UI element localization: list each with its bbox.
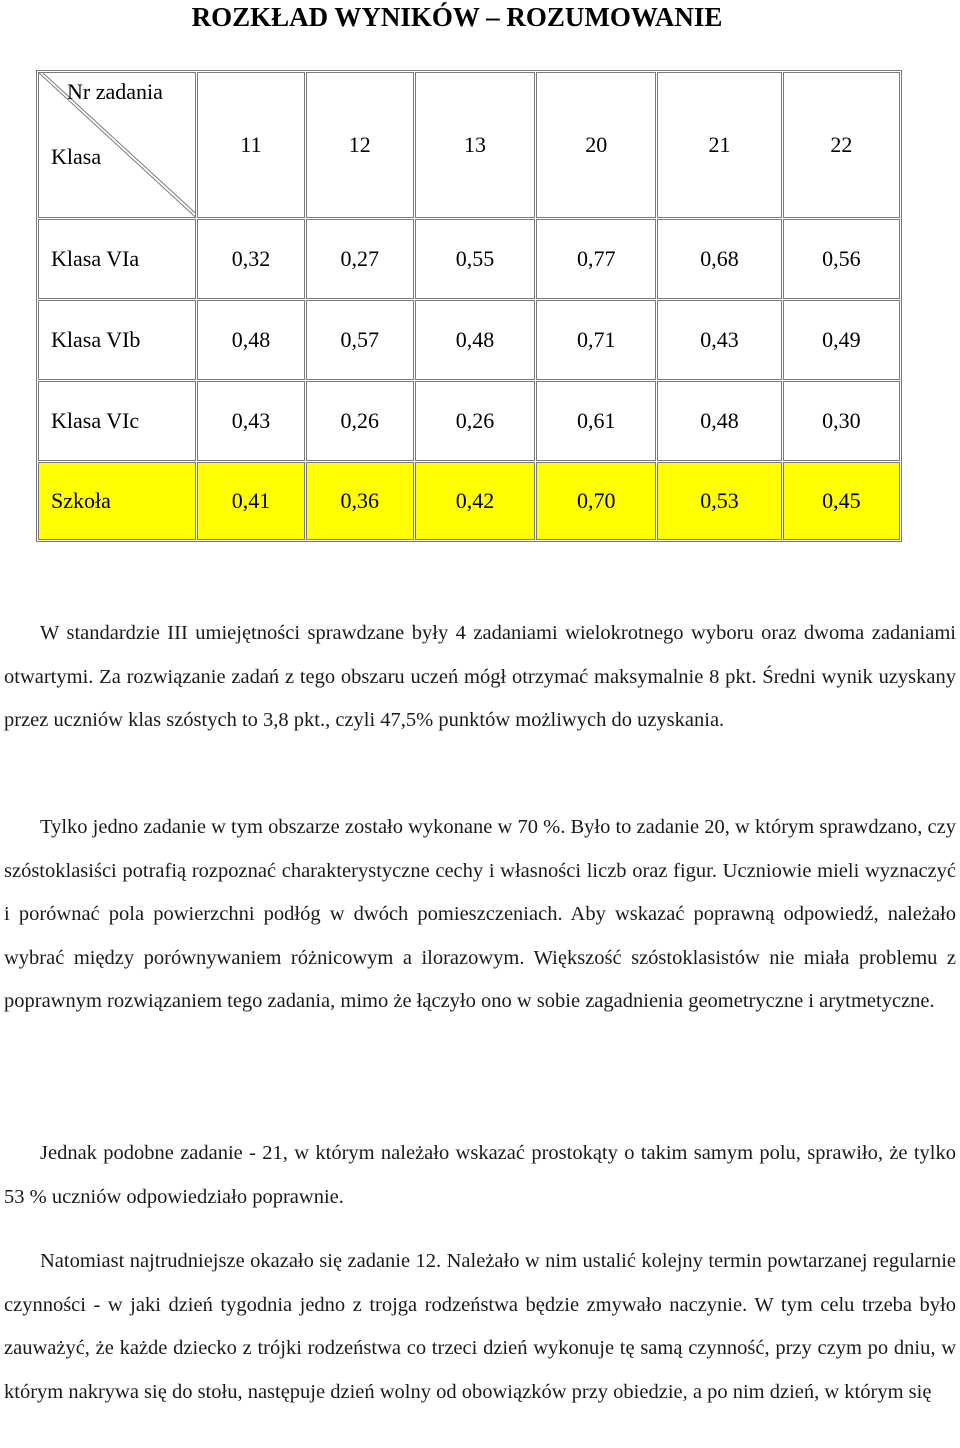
task-number-cell: 21	[657, 72, 781, 218]
table-row	[38, 219, 900, 299]
table-row	[38, 300, 900, 380]
value-cell: 0,71	[536, 300, 656, 380]
value-cell: 0,77	[536, 219, 656, 299]
header-task-label: Nr zadania	[67, 79, 163, 104]
value-cell: 0,32	[197, 219, 304, 299]
value-cell: 0,41	[197, 462, 304, 540]
value-cell: 0,30	[783, 381, 900, 461]
task-number-cell: 20	[536, 72, 656, 218]
task-number-cell: 13	[415, 72, 535, 218]
value-cell: 0,48	[657, 381, 781, 461]
row-label: Klasa VIb	[38, 300, 196, 380]
value-cell: 0,57	[306, 300, 414, 380]
page-title: ROZKŁAD WYNIKÓW – ROZUMOWANIE	[191, 2, 723, 32]
value-cell: 0,43	[657, 300, 781, 380]
value-cell: 0,36	[306, 462, 414, 540]
value-cell: 0,68	[657, 219, 781, 299]
task-number-cell: 22	[783, 72, 900, 218]
row-label: Szkoła	[38, 462, 196, 540]
value-cell: 0,26	[306, 381, 414, 461]
school-summary-row	[38, 462, 900, 540]
value-cell: 0,61	[536, 381, 656, 461]
row-label: Klasa VIc	[38, 381, 196, 461]
table-row	[38, 381, 900, 461]
value-cell: 0,55	[415, 219, 535, 299]
value-cell: 0,45	[783, 462, 900, 540]
paragraph: W standardzie III umiejętności sprawdzane były 4 zadaniami wielokrotnego wyboru oraz dwoma zadaniami otwartymi. Za rozwiązanie zadań z tego obszaru uczeń mógł otrzymać maksymalnie 8 pkt. Średni wynik uzyskany przez uczniów klas szóstych to 3,8 pkt., czyli 47,5% punktów możliwych do uzyskania.	[4, 622, 956, 731]
header-class-label: Klasa	[51, 144, 102, 169]
paragraph-block	[4, 1240, 956, 1414]
corner-header-cell	[38, 72, 196, 218]
value-cell: 0,70	[536, 462, 656, 540]
paragraph: Natomiast najtrudniejsze okazało się zadanie 12. Należało w nim ustalić kolejny termin powtarzanej regularnie czynności - w jaki dzień tygodnia jedno z trojga rodzeństwa będzie zmywało naczynie. W tym celu trzeba było zauważyć, że każde dziecko z trójki rodzeństwa co trzeci dzień wykonuje tę samą czynność, przy czym po dniu, w którym nakrywa się do stołu, następuje dzień wolny od obowiązków przy obiedzie, a po nim dzień, w którym się	[4, 1250, 956, 1403]
value-cell: 0,48	[197, 300, 304, 380]
value-cell: 0,42	[415, 462, 535, 540]
paragraph-block	[4, 806, 956, 1024]
value-cell: 0,53	[657, 462, 781, 540]
value-cell: 0,26	[415, 381, 535, 461]
paragraph-block	[4, 612, 956, 743]
paragraph: Jednak podobne zadanie - 21, w którym należało wskazać prostokąty o takim samym polu, sprawiło, że tylko 53 % uczniów odpowiedziało poprawnie.	[4, 1142, 956, 1208]
value-cell: 0,43	[197, 381, 304, 461]
results-table	[36, 70, 902, 542]
paragraph-block	[4, 1132, 956, 1219]
task-number-cell: 12	[306, 72, 414, 218]
paragraph: Tylko jedno zadanie w tym obszarze zostało wykonane w 70 %. Było to zadanie 20, w którym sprawdzano, czy szóstoklasiści potrafią rozpoznać charakterystyczne cechy i własności liczb oraz figur. Uczniowie mieli wyznaczyć i porównać pola powierzchni podłóg w dwóch pomieszczeniach. Aby wskazać poprawną odpowiedź, należało wybrać między porównywaniem różnicowym a ilorazowym. Większość szóstoklasistów nie miała problemu z poprawnym rozwiązaniem tego zadania, mimo że łączyło ono w sobie zagadnienia geometryczne i arytmetyczne.	[4, 816, 956, 1012]
value-cell: 0,49	[783, 300, 900, 380]
value-cell: 0,48	[415, 300, 535, 380]
value-cell: 0,56	[783, 219, 900, 299]
value-cell: 0,27	[306, 219, 414, 299]
row-label: Klasa VIa	[38, 219, 196, 299]
task-number-cell: 11	[197, 72, 304, 218]
table-header-row	[38, 72, 900, 218]
